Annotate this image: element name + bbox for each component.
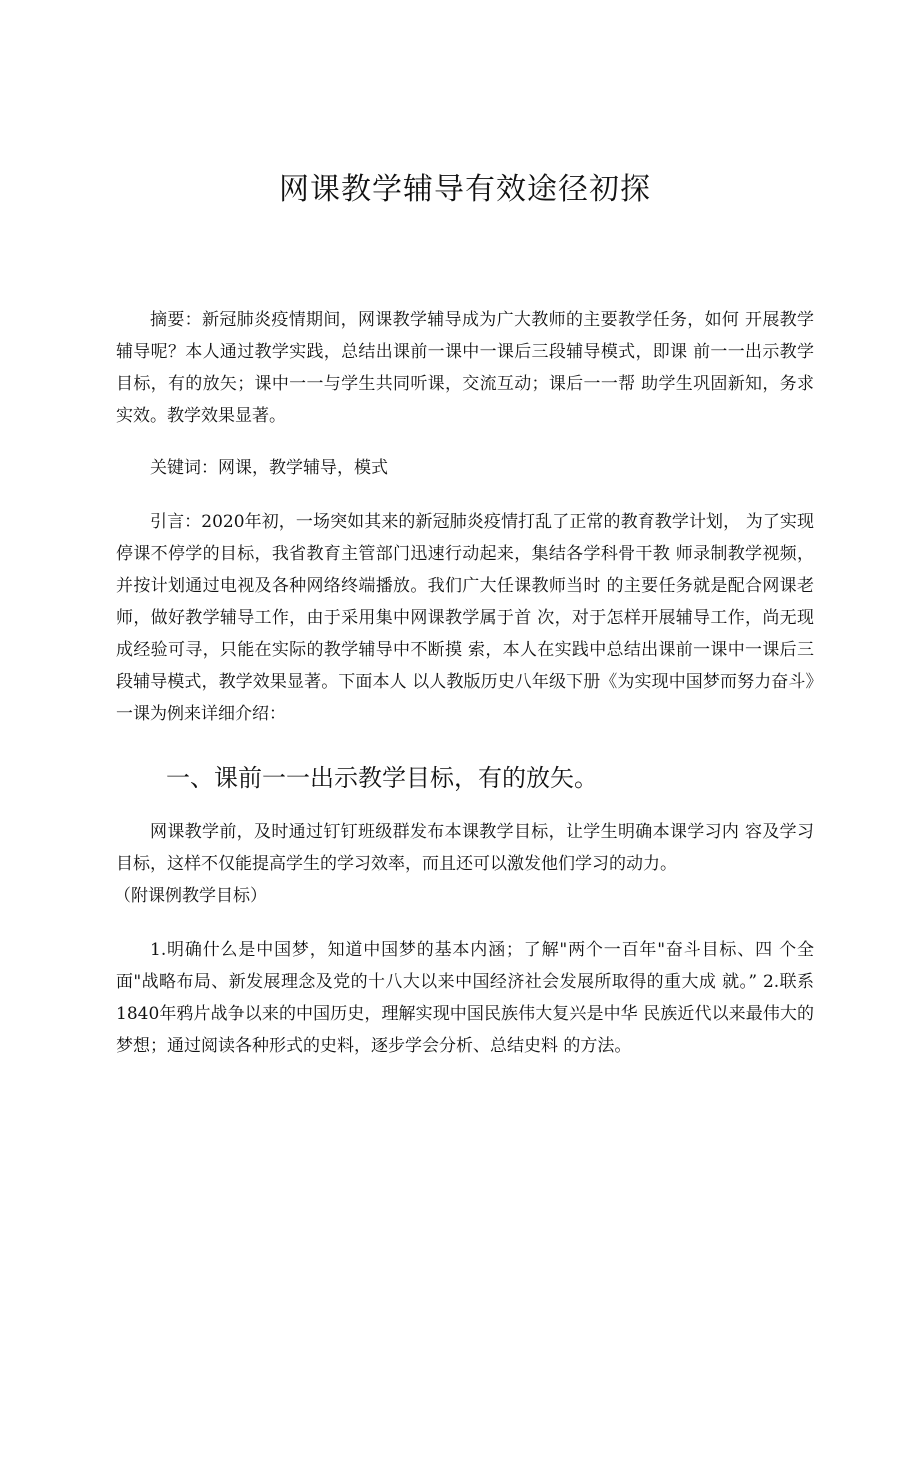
document-page bbox=[0, 170, 920, 1471]
keywords-paragraph: 关键词：网课，教学辅导，模式 bbox=[150, 458, 388, 478]
section-heading: 一、课前一一出示教学目标，有的放矢。 bbox=[166, 764, 598, 792]
document-title: 网课教学辅导有效途径初探 bbox=[279, 172, 651, 207]
teaching-goals-paragraph: 1.明确什么是中国梦，知道中国梦的基本内涵；了解"两个一百年"奋斗目标、四 个全面"战略布局、新发展理念及党的十八大以来中国经济社会发展所取得的重大成 就。” 2.联系1840年鸦片战争以来的中国历史，理解实现中国民族伟大复兴是中华 民族近代以来最伟大的梦想；通过阅读各种形式的史料，逐步学会分析、总结史料 的方法。 bbox=[116, 940, 814, 1056]
section-body-paragraph: 网课教学前，及时通过钉钉班级群发布本课教学目标，让学生明确本课学习内 容及学习目标，这样不仅能提高学生的学习效率，而且还可以激发他们学习的动力。 bbox=[116, 822, 814, 874]
appendix-note: （附课例教学目标） bbox=[114, 886, 267, 906]
abstract-paragraph: 摘要：新冠肺炎疫情期间，网课教学辅导成为广大教师的主要教学任务，如何 开展教学辅导呢？本人通过教学实践，总结出课前一课中一课后三段辅导模式，即课 前一一出示教学目标，有的放矢；课中一一与学生共同听课，交流互动；课后一一帮 助学生巩固新知，务求实效。教学效果显著。 bbox=[116, 310, 814, 426]
intro-paragraph: 引言：2020年初，一场突如其来的新冠肺炎疫情打乱了正常的教育教学计划， 为了实现停课不停学的目标，我省教育主管部门迅速行动起来，集结各学科骨干教 师录制教学视频，并按计划通过电视及各种网络终端播放。我们广大任课教师当时 的主要任务就是配合网课老师，做好教学辅导工作，由于采用集中网课教学属于首 次，对于怎样开展辅导工作，尚无现成经验可寻，只能在实际的教学辅导中不断摸 索，本人在实践中总结出课前一课中一课后三段辅导模式，教学效果显著。下面本人 以人教版历史八年级下册《为实现中国梦而努力奋斗》一课为例来详细介绍： bbox=[116, 512, 814, 724]
